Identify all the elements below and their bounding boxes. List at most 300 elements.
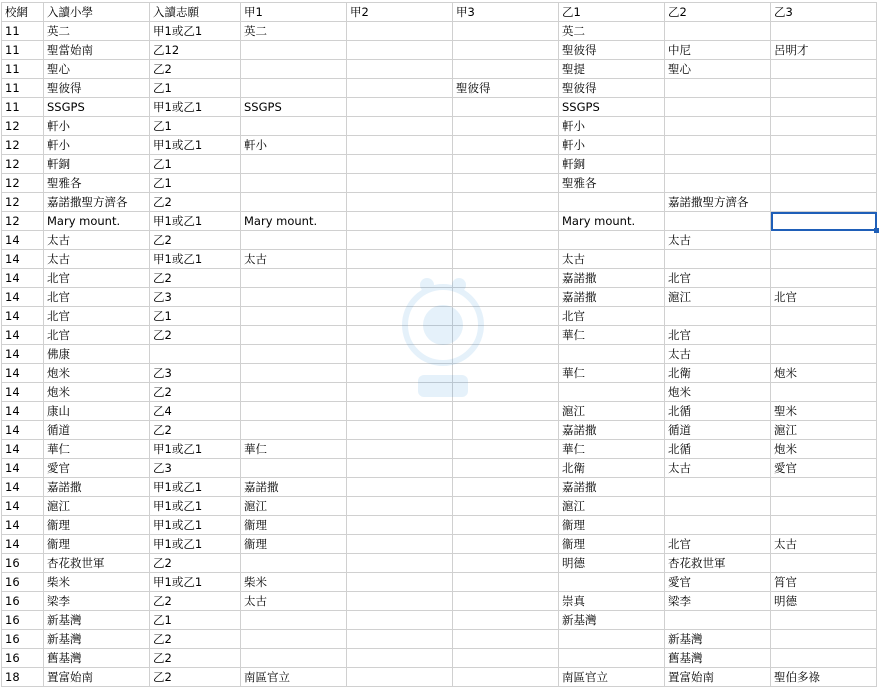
cell-col-a3[interactable] xyxy=(453,383,559,402)
cell-col-b1[interactable]: 軒銅 xyxy=(559,155,665,174)
cell-col-a1[interactable]: 南區官立 xyxy=(241,668,347,687)
cell-col-choice[interactable]: 乙1 xyxy=(150,174,241,193)
cell-col-a2[interactable] xyxy=(347,402,453,421)
cell-col-a2[interactable] xyxy=(347,307,453,326)
cell-col-b2[interactable] xyxy=(665,516,771,535)
cell-col-school[interactable]: 佛康 xyxy=(44,345,150,364)
cell-col-b3[interactable] xyxy=(771,516,877,535)
cell-col-b2[interactable]: 北循 xyxy=(665,440,771,459)
cell-col-district[interactable]: 14 xyxy=(2,326,44,345)
cell-col-a2[interactable] xyxy=(347,478,453,497)
cell-col-district[interactable]: 11 xyxy=(2,22,44,41)
cell-col-choice[interactable]: 乙2 xyxy=(150,383,241,402)
cell-col-a1[interactable] xyxy=(241,326,347,345)
cell-col-a3[interactable] xyxy=(453,497,559,516)
cell-col-b3[interactable]: 炮米 xyxy=(771,364,877,383)
cell-col-a2[interactable] xyxy=(347,117,453,136)
cell-col-a2[interactable] xyxy=(347,193,453,212)
cell-col-a2[interactable] xyxy=(347,459,453,478)
cell-col-a1[interactable]: 甲1 xyxy=(241,3,347,22)
cell-col-b3[interactable]: 聖伯多祿 xyxy=(771,668,877,687)
cell-col-b3[interactable] xyxy=(771,478,877,497)
cell-col-a2[interactable] xyxy=(347,592,453,611)
cell-col-a1[interactable] xyxy=(241,193,347,212)
cell-col-b1[interactable] xyxy=(559,383,665,402)
cell-col-choice[interactable]: 乙2 xyxy=(150,592,241,611)
cell-col-b3[interactable] xyxy=(771,611,877,630)
cell-col-b2[interactable]: 北官 xyxy=(665,269,771,288)
cell-col-choice[interactable]: 乙2 xyxy=(150,630,241,649)
cell-col-district[interactable]: 14 xyxy=(2,535,44,554)
cell-col-school[interactable]: 英二 xyxy=(44,22,150,41)
cell-col-a2[interactable] xyxy=(347,79,453,98)
cell-col-b3[interactable] xyxy=(771,174,877,193)
cell-col-b3[interactable]: 呂明才 xyxy=(771,41,877,60)
cell-col-district[interactable]: 14 xyxy=(2,269,44,288)
cell-col-choice[interactable]: 甲1或乙1 xyxy=(150,535,241,554)
cell-col-a1[interactable] xyxy=(241,345,347,364)
cell-col-b1[interactable]: 乙1 xyxy=(559,3,665,22)
cell-col-b2[interactable]: 北衛 xyxy=(665,364,771,383)
cell-col-choice[interactable]: 乙1 xyxy=(150,117,241,136)
cell-col-b3[interactable] xyxy=(771,231,877,250)
cell-col-school[interactable]: 康山 xyxy=(44,402,150,421)
cell-col-b1[interactable]: 聖雅各 xyxy=(559,174,665,193)
cell-col-b3[interactable]: 聖米 xyxy=(771,402,877,421)
cell-col-b3[interactable] xyxy=(771,250,877,269)
cell-col-b3[interactable] xyxy=(771,326,877,345)
cell-col-a2[interactable] xyxy=(347,60,453,79)
cell-col-a1[interactable]: SSGPS xyxy=(241,98,347,117)
cell-col-school[interactable]: 聖彼得 xyxy=(44,79,150,98)
cell-col-district[interactable]: 16 xyxy=(2,592,44,611)
cell-col-b3[interactable]: 滬江 xyxy=(771,421,877,440)
cell-col-choice[interactable]: 乙1 xyxy=(150,307,241,326)
cell-col-a1[interactable]: 柴米 xyxy=(241,573,347,592)
cell-col-a3[interactable] xyxy=(453,573,559,592)
cell-col-choice[interactable]: 甲1或乙1 xyxy=(150,478,241,497)
cell-col-a1[interactable]: 太古 xyxy=(241,592,347,611)
cell-col-b3[interactable] xyxy=(771,345,877,364)
cell-col-a3[interactable] xyxy=(453,630,559,649)
cell-col-b2[interactable]: 新基灣 xyxy=(665,630,771,649)
cell-col-school[interactable]: 杏花救世軍 xyxy=(44,554,150,573)
cell-col-school[interactable]: 嘉諾撒聖方濟各 xyxy=(44,193,150,212)
cell-col-school[interactable]: 置富始南 xyxy=(44,668,150,687)
cell-col-a3[interactable] xyxy=(453,459,559,478)
cell-col-choice[interactable]: 甲1或乙1 xyxy=(150,440,241,459)
cell-col-a3[interactable] xyxy=(453,402,559,421)
cell-col-b3[interactable] xyxy=(771,155,877,174)
cell-col-a2[interactable] xyxy=(347,364,453,383)
cell-col-a2[interactable] xyxy=(347,288,453,307)
cell-col-choice[interactable]: 乙1 xyxy=(150,79,241,98)
cell-col-choice[interactable]: 乙2 xyxy=(150,231,241,250)
cell-col-a3[interactable] xyxy=(453,592,559,611)
cell-col-district[interactable]: 11 xyxy=(2,98,44,117)
cell-col-b2[interactable]: 杏花救世軍 xyxy=(665,554,771,573)
cell-col-b1[interactable]: 英二 xyxy=(559,22,665,41)
cell-col-choice[interactable]: 甲1或乙1 xyxy=(150,98,241,117)
cell-col-school[interactable]: 軒小 xyxy=(44,117,150,136)
cell-col-school[interactable]: 梁李 xyxy=(44,592,150,611)
cell-col-choice[interactable]: 乙3 xyxy=(150,288,241,307)
cell-col-district[interactable]: 校網 xyxy=(2,3,44,22)
cell-col-district[interactable]: 14 xyxy=(2,250,44,269)
cell-col-a3[interactable] xyxy=(453,345,559,364)
cell-col-a1[interactable]: 華仁 xyxy=(241,440,347,459)
cell-col-a1[interactable] xyxy=(241,79,347,98)
selected-cell[interactable] xyxy=(771,212,877,231)
cell-col-a2[interactable] xyxy=(347,231,453,250)
cell-col-choice[interactable]: 乙2 xyxy=(150,554,241,573)
cell-col-a1[interactable] xyxy=(241,402,347,421)
cell-col-a3[interactable] xyxy=(453,440,559,459)
cell-col-a1[interactable]: 太古 xyxy=(241,250,347,269)
cell-col-a1[interactable] xyxy=(241,554,347,573)
cell-col-school[interactable]: 衞理 xyxy=(44,535,150,554)
cell-col-a2[interactable] xyxy=(347,174,453,193)
cell-col-choice[interactable]: 乙2 xyxy=(150,269,241,288)
cell-col-choice[interactable]: 甲1或乙1 xyxy=(150,573,241,592)
cell-col-district[interactable]: 12 xyxy=(2,174,44,193)
cell-col-b1[interactable]: 滬江 xyxy=(559,497,665,516)
cell-col-school[interactable]: 北官 xyxy=(44,326,150,345)
cell-col-b1[interactable] xyxy=(559,649,665,668)
cell-col-b1[interactable]: 北衛 xyxy=(559,459,665,478)
cell-col-district[interactable]: 14 xyxy=(2,497,44,516)
cell-col-district[interactable]: 14 xyxy=(2,364,44,383)
cell-col-district[interactable]: 16 xyxy=(2,611,44,630)
cell-col-district[interactable]: 16 xyxy=(2,554,44,573)
cell-col-a3[interactable] xyxy=(453,250,559,269)
cell-col-district[interactable]: 14 xyxy=(2,345,44,364)
cell-col-a1[interactable] xyxy=(241,630,347,649)
cell-col-b2[interactable] xyxy=(665,250,771,269)
cell-col-a2[interactable] xyxy=(347,535,453,554)
cell-col-a3[interactable] xyxy=(453,649,559,668)
cell-col-school[interactable]: 北官 xyxy=(44,269,150,288)
cell-col-school[interactable]: 軒小 xyxy=(44,136,150,155)
cell-col-a3[interactable] xyxy=(453,535,559,554)
cell-col-a3[interactable] xyxy=(453,60,559,79)
cell-col-b2[interactable] xyxy=(665,136,771,155)
cell-col-a2[interactable]: 甲2 xyxy=(347,3,453,22)
cell-col-b2[interactable]: 北官 xyxy=(665,535,771,554)
cell-col-a3[interactable] xyxy=(453,326,559,345)
cell-col-b3[interactable]: 炮米 xyxy=(771,440,877,459)
cell-col-b2[interactable] xyxy=(665,174,771,193)
cell-col-a1[interactable] xyxy=(241,383,347,402)
cell-col-school[interactable]: 軒銅 xyxy=(44,155,150,174)
cell-col-choice[interactable]: 甲1或乙1 xyxy=(150,516,241,535)
cell-col-choice[interactable]: 乙3 xyxy=(150,459,241,478)
cell-col-a2[interactable] xyxy=(347,326,453,345)
cell-col-a1[interactable] xyxy=(241,288,347,307)
cell-col-a2[interactable] xyxy=(347,573,453,592)
cell-col-school[interactable]: 新基灣 xyxy=(44,630,150,649)
cell-col-a1[interactable] xyxy=(241,269,347,288)
cell-col-school[interactable]: 聖當始南 xyxy=(44,41,150,60)
cell-col-b1[interactable]: 嘉諾撒 xyxy=(559,269,665,288)
cell-col-b3[interactable]: 愛官 xyxy=(771,459,877,478)
cell-col-a3[interactable] xyxy=(453,193,559,212)
cell-col-a2[interactable] xyxy=(347,649,453,668)
cell-col-b1[interactable]: Mary mount. xyxy=(559,212,665,231)
cell-col-a3[interactable]: 聖彼得 xyxy=(453,79,559,98)
cell-col-school[interactable]: 舊基灣 xyxy=(44,649,150,668)
cell-col-a1[interactable]: 衞理 xyxy=(241,516,347,535)
cell-col-district[interactable]: 14 xyxy=(2,383,44,402)
cell-col-a2[interactable] xyxy=(347,41,453,60)
cell-col-b2[interactable]: 乙2 xyxy=(665,3,771,22)
cell-col-choice[interactable]: 乙2 xyxy=(150,421,241,440)
cell-col-b3[interactable] xyxy=(771,117,877,136)
cell-col-a3[interactable] xyxy=(453,155,559,174)
cell-col-b3[interactable] xyxy=(771,307,877,326)
cell-col-district[interactable]: 12 xyxy=(2,193,44,212)
cell-col-a1[interactable] xyxy=(241,649,347,668)
cell-col-a3[interactable] xyxy=(453,231,559,250)
cell-col-b1[interactable]: 聖提 xyxy=(559,60,665,79)
cell-col-a1[interactable]: Mary mount. xyxy=(241,212,347,231)
cell-col-b2[interactable]: 梁李 xyxy=(665,592,771,611)
cell-col-b3[interactable] xyxy=(771,22,877,41)
cell-col-b1[interactable] xyxy=(559,630,665,649)
cell-col-b3[interactable] xyxy=(771,554,877,573)
cell-col-b1[interactable]: 衞理 xyxy=(559,516,665,535)
cell-col-b3[interactable] xyxy=(771,630,877,649)
cell-col-b1[interactable]: 軒小 xyxy=(559,136,665,155)
cell-col-a1[interactable]: 滬江 xyxy=(241,497,347,516)
cell-col-a3[interactable] xyxy=(453,41,559,60)
cell-col-b1[interactable] xyxy=(559,231,665,250)
cell-col-choice[interactable]: 乙2 xyxy=(150,193,241,212)
cell-col-school[interactable]: 循道 xyxy=(44,421,150,440)
cell-col-district[interactable]: 14 xyxy=(2,307,44,326)
cell-col-b3[interactable] xyxy=(771,79,877,98)
cell-col-b1[interactable]: 南區官立 xyxy=(559,668,665,687)
cell-col-district[interactable]: 12 xyxy=(2,212,44,231)
cell-col-b3[interactable] xyxy=(771,497,877,516)
cell-col-choice[interactable] xyxy=(150,345,241,364)
cell-col-b2[interactable]: 北循 xyxy=(665,402,771,421)
cell-col-b3[interactable] xyxy=(771,269,877,288)
cell-col-b2[interactable] xyxy=(665,307,771,326)
cell-col-b1[interactable]: 聖彼得 xyxy=(559,41,665,60)
cell-col-b1[interactable]: 華仁 xyxy=(559,326,665,345)
cell-col-b2[interactable]: 愛官 xyxy=(665,573,771,592)
cell-col-b2[interactable]: 中尼 xyxy=(665,41,771,60)
cell-col-a3[interactable] xyxy=(453,554,559,573)
cell-col-a3[interactable] xyxy=(453,117,559,136)
cell-col-a1[interactable] xyxy=(241,231,347,250)
cell-col-b2[interactable] xyxy=(665,478,771,497)
cell-col-a2[interactable] xyxy=(347,440,453,459)
cell-col-choice[interactable]: 入讀志願 xyxy=(150,3,241,22)
cell-col-b2[interactable] xyxy=(665,22,771,41)
cell-col-a1[interactable] xyxy=(241,174,347,193)
cell-col-school[interactable]: 北官 xyxy=(44,288,150,307)
cell-col-district[interactable]: 14 xyxy=(2,516,44,535)
cell-col-a1[interactable]: 衞理 xyxy=(241,535,347,554)
cell-col-b1[interactable]: 滬江 xyxy=(559,402,665,421)
cell-col-a2[interactable] xyxy=(347,611,453,630)
cell-col-school[interactable]: 滬江 xyxy=(44,497,150,516)
cell-col-b3[interactable]: 太古 xyxy=(771,535,877,554)
cell-col-choice[interactable]: 甲1或乙1 xyxy=(150,22,241,41)
cell-col-a2[interactable] xyxy=(347,554,453,573)
cell-col-a3[interactable]: 甲3 xyxy=(453,3,559,22)
cell-col-b3[interactable] xyxy=(771,649,877,668)
cell-col-b2[interactable] xyxy=(665,98,771,117)
cell-col-a3[interactable] xyxy=(453,136,559,155)
cell-col-b2[interactable]: 循道 xyxy=(665,421,771,440)
cell-col-choice[interactable]: 甲1或乙1 xyxy=(150,250,241,269)
cell-col-b1[interactable]: 軒小 xyxy=(559,117,665,136)
cell-col-b1[interactable]: SSGPS xyxy=(559,98,665,117)
cell-col-a1[interactable] xyxy=(241,364,347,383)
cell-col-school[interactable]: 柴米 xyxy=(44,573,150,592)
cell-col-a3[interactable] xyxy=(453,421,559,440)
cell-col-a2[interactable] xyxy=(347,630,453,649)
cell-col-school[interactable]: SSGPS xyxy=(44,98,150,117)
cell-col-a1[interactable] xyxy=(241,459,347,478)
cell-col-district[interactable]: 12 xyxy=(2,136,44,155)
cell-col-school[interactable]: 聖雅各 xyxy=(44,174,150,193)
cell-col-a1[interactable]: 嘉諾撒 xyxy=(241,478,347,497)
cell-col-a2[interactable] xyxy=(347,497,453,516)
cell-col-b1[interactable]: 華仁 xyxy=(559,440,665,459)
cell-col-b1[interactable]: 嘉諾撒 xyxy=(559,478,665,497)
cell-col-b2[interactable] xyxy=(665,611,771,630)
cell-col-choice[interactable]: 乙3 xyxy=(150,364,241,383)
cell-col-a3[interactable] xyxy=(453,174,559,193)
cell-col-a1[interactable] xyxy=(241,611,347,630)
cell-col-a3[interactable] xyxy=(453,269,559,288)
cell-col-b2[interactable] xyxy=(665,79,771,98)
cell-col-a2[interactable] xyxy=(347,212,453,231)
cell-col-a3[interactable] xyxy=(453,611,559,630)
cell-col-b2[interactable] xyxy=(665,497,771,516)
cell-col-b2[interactable]: 太古 xyxy=(665,459,771,478)
cell-col-b2[interactable] xyxy=(665,155,771,174)
cell-col-b1[interactable]: 華仁 xyxy=(559,364,665,383)
cell-col-a2[interactable] xyxy=(347,516,453,535)
cell-col-b1[interactable]: 崇真 xyxy=(559,592,665,611)
cell-col-b1[interactable]: 明德 xyxy=(559,554,665,573)
cell-col-b2[interactable]: 炮米 xyxy=(665,383,771,402)
cell-col-b1[interactable] xyxy=(559,573,665,592)
cell-col-district[interactable]: 16 xyxy=(2,573,44,592)
cell-col-b3[interactable] xyxy=(771,98,877,117)
cell-col-choice[interactable]: 乙1 xyxy=(150,155,241,174)
cell-col-choice[interactable]: 甲1或乙1 xyxy=(150,212,241,231)
cell-col-a1[interactable]: 英二 xyxy=(241,22,347,41)
cell-col-choice[interactable]: 乙4 xyxy=(150,402,241,421)
cell-col-b3[interactable] xyxy=(771,193,877,212)
fill-handle[interactable] xyxy=(874,228,879,233)
cell-col-choice[interactable]: 乙2 xyxy=(150,668,241,687)
cell-col-choice[interactable]: 乙2 xyxy=(150,60,241,79)
cell-col-b3[interactable]: 乙3 xyxy=(771,3,877,22)
cell-col-b3[interactable]: 北官 xyxy=(771,288,877,307)
cell-col-a2[interactable] xyxy=(347,136,453,155)
cell-col-a1[interactable] xyxy=(241,117,347,136)
cell-col-a2[interactable] xyxy=(347,421,453,440)
cell-col-district[interactable]: 14 xyxy=(2,231,44,250)
cell-col-choice[interactable]: 乙1 xyxy=(150,611,241,630)
cell-col-b2[interactable]: 聖心 xyxy=(665,60,771,79)
cell-col-b2[interactable]: 置富始南 xyxy=(665,668,771,687)
cell-col-b3[interactable] xyxy=(771,136,877,155)
cell-col-school[interactable]: Mary mount. xyxy=(44,212,150,231)
cell-col-a2[interactable] xyxy=(347,250,453,269)
cell-col-b1[interactable]: 太古 xyxy=(559,250,665,269)
cell-col-b1[interactable]: 嘉諾撒 xyxy=(559,421,665,440)
cell-col-b2[interactable]: 太古 xyxy=(665,231,771,250)
cell-col-a3[interactable] xyxy=(453,478,559,497)
cell-col-b1[interactable]: 北官 xyxy=(559,307,665,326)
cell-col-b1[interactable] xyxy=(559,345,665,364)
cell-col-a1[interactable] xyxy=(241,421,347,440)
cell-col-district[interactable]: 14 xyxy=(2,402,44,421)
cell-col-district[interactable]: 18 xyxy=(2,668,44,687)
cell-col-a2[interactable] xyxy=(347,269,453,288)
cell-col-a2[interactable] xyxy=(347,22,453,41)
cell-col-a3[interactable] xyxy=(453,307,559,326)
cell-col-a3[interactable] xyxy=(453,212,559,231)
cell-col-district[interactable]: 12 xyxy=(2,117,44,136)
cell-col-a1[interactable] xyxy=(241,41,347,60)
cell-col-b2[interactable]: 嘉諾撒聖方濟各 xyxy=(665,193,771,212)
cell-col-a3[interactable] xyxy=(453,98,559,117)
cell-col-b1[interactable]: 衞理 xyxy=(559,535,665,554)
cell-col-b2[interactable]: 舊基灣 xyxy=(665,649,771,668)
cell-col-a2[interactable] xyxy=(347,383,453,402)
cell-col-a2[interactable] xyxy=(347,98,453,117)
cell-col-district[interactable]: 14 xyxy=(2,288,44,307)
cell-col-district[interactable]: 11 xyxy=(2,79,44,98)
cell-col-b2[interactable]: 太古 xyxy=(665,345,771,364)
cell-col-b2[interactable]: 北官 xyxy=(665,326,771,345)
cell-col-school[interactable]: 新基灣 xyxy=(44,611,150,630)
cell-col-a2[interactable] xyxy=(347,345,453,364)
cell-col-school[interactable]: 太古 xyxy=(44,231,150,250)
cell-col-school[interactable]: 愛官 xyxy=(44,459,150,478)
cell-col-school[interactable]: 太古 xyxy=(44,250,150,269)
cell-col-choice[interactable]: 甲1或乙1 xyxy=(150,497,241,516)
cell-col-district[interactable]: 16 xyxy=(2,649,44,668)
cell-col-b3[interactable] xyxy=(771,60,877,79)
cell-col-b2[interactable] xyxy=(665,117,771,136)
cell-col-district[interactable]: 12 xyxy=(2,155,44,174)
cell-col-district[interactable]: 16 xyxy=(2,630,44,649)
cell-col-a1[interactable] xyxy=(241,307,347,326)
cell-col-school[interactable]: 衞理 xyxy=(44,516,150,535)
cell-col-b1[interactable]: 新基灣 xyxy=(559,611,665,630)
cell-col-a1[interactable]: 軒小 xyxy=(241,136,347,155)
cell-col-district[interactable]: 14 xyxy=(2,421,44,440)
cell-col-district[interactable]: 14 xyxy=(2,478,44,497)
cell-col-choice[interactable]: 乙12 xyxy=(150,41,241,60)
cell-col-a1[interactable] xyxy=(241,155,347,174)
cell-col-b1[interactable]: 嘉諾撒 xyxy=(559,288,665,307)
cell-col-choice[interactable]: 乙2 xyxy=(150,649,241,668)
cell-col-school[interactable]: 炮米 xyxy=(44,364,150,383)
cell-col-choice[interactable]: 甲1或乙1 xyxy=(150,136,241,155)
cell-col-b3[interactable]: 筲官 xyxy=(771,573,877,592)
